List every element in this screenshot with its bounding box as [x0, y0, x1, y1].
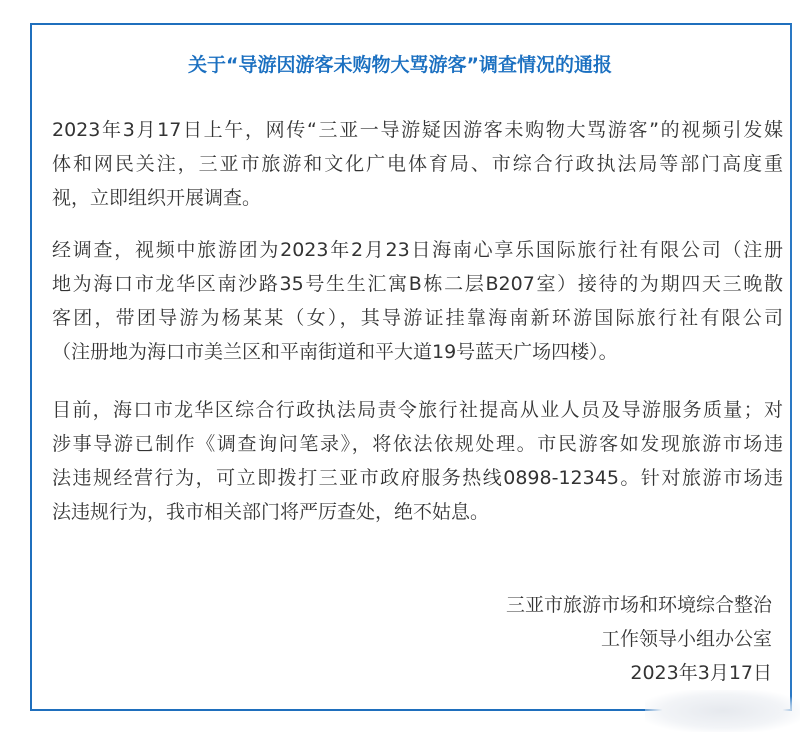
- corner-shadow: [645, 690, 800, 732]
- text-line: （注册地为海口市美兰区和平南街道和平大道19号蓝天广场四楼）。: [52, 341, 618, 363]
- text-line: 体和网民关注，三亚市旅游和文化广电体育局、市综合行政执法局等部门高度重: [52, 153, 783, 175]
- text-line: 法违规行为，我市相关部门将严厉查处，绝不姑息。: [52, 501, 490, 523]
- paragraph-3: [52, 393, 783, 529]
- text-line: 2023年3月17日上午，网传“三亚一导游疑因游客未购物大骂游客”的视频引发媒: [52, 119, 783, 141]
- paragraph-1: [52, 113, 783, 215]
- document-title: 关于“导游因游客未购物大骂游客”调查情况的通报: [188, 54, 612, 76]
- signature-block: [506, 588, 772, 690]
- text-line: 经调查，视频中旅游团为2023年2月23日海南心享乐国际旅行社有限公司（注册: [52, 239, 783, 261]
- paragraph-2: [52, 233, 783, 369]
- text-line: 涉事导游已制作《调查询问笔录》，将依法依规处理。市民游客如发现旅游市场违: [52, 433, 783, 455]
- text-line: 目前，海口市龙华区综合行政执法局责令旅行社提高从业人员及导游服务质量；对: [52, 399, 783, 421]
- signature-org-line2: 工作领导小组办公室: [600, 628, 772, 650]
- text-line: 客团，带团导游为杨某某（女），其导游证挂靠海南新环游国际旅行社有限公司: [52, 307, 783, 329]
- signature-org-line1: 三亚市旅游市场和环境综合整治: [505, 594, 772, 616]
- text-line: 地为海口市龙华区南沙路35号生生汇寓B栋二层B207室）接待的为期四天三晚散: [52, 273, 783, 295]
- signature-date: 2023年3月17日: [630, 662, 772, 684]
- text-line: 法违规经营行为，可立即拨打三亚市政府服务热线0898-12345。针对旅游市场违: [52, 467, 783, 489]
- text-line: 视，立即组织开展调查。: [52, 187, 262, 209]
